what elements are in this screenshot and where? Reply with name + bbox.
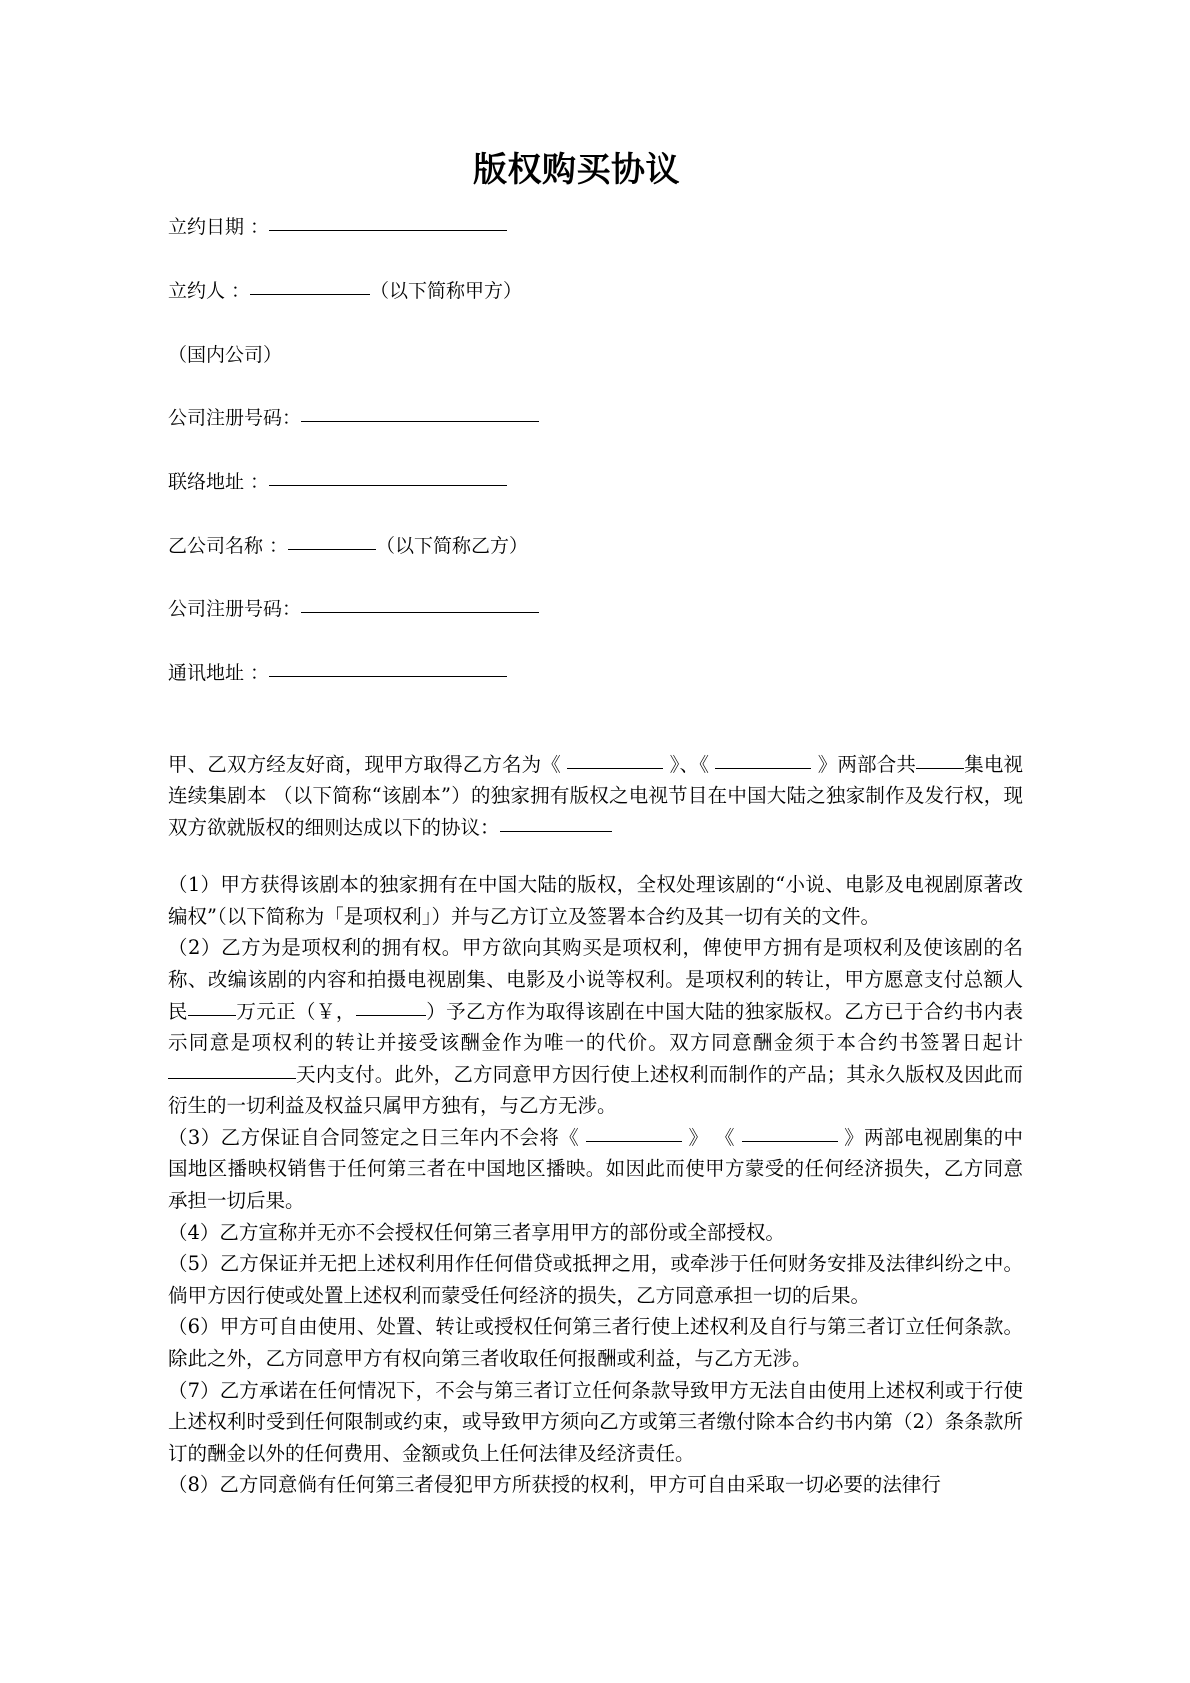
clause-text: 甲方可自由使用、处置、转让或授权任何第三者行使上述权利及自行与第三者订立任何条款。除此之外，乙方同意甲方有权向第三者收取任何报酬或利益，与乙方无涉。 bbox=[168, 1315, 1023, 1370]
clause-text-c: ）予乙方作为取得该剧在中国大陆的独家版权。乙方已于合约书内表示同意是项权利的转让并接受该酬金作为唯一的代价。双方同意酬金须于本合约书签署日起计 bbox=[168, 999, 1023, 1055]
party-information-form bbox=[168, 215, 1023, 686]
intro-text-part2: 》、《 bbox=[663, 752, 716, 776]
intro-paragraph bbox=[168, 749, 1023, 844]
field-label: 公司注册号码： bbox=[168, 407, 302, 430]
clause-text: 乙方宣称并无亦不会授权任何第三者享用甲方的部份或全部授权。 bbox=[219, 1220, 785, 1244]
clause-text: 甲方获得该剧本的独家拥有在中国大陆的版权，全权处理该剧的“小说、电影及电视剧原著改编权”（以下简称为「是项权利」）并与乙方订立及签署本合约及其一切有关的文件。 bbox=[168, 873, 1023, 928]
field-blank-line[interactable] bbox=[301, 612, 539, 613]
clause-2 bbox=[168, 932, 1023, 1121]
clause-number: （8） bbox=[168, 1473, 220, 1497]
field-blank-line[interactable] bbox=[250, 294, 370, 295]
field-label: 立约人 ： bbox=[168, 280, 251, 303]
clause-1 bbox=[168, 869, 1023, 932]
clause-number: （2） bbox=[168, 936, 222, 960]
field-party-b-company-name bbox=[168, 534, 1023, 560]
clause-number: （3） bbox=[168, 1125, 221, 1149]
clause-text: 乙方保证并无把上述权利用作任何借贷或抵押之用，或牵涉于任何财务安排及法律纠纷之中。倘甲方因行使或处置上述权利而蒙受任何经济的损失，乙方同意承担一切的后果。 bbox=[168, 1252, 1023, 1307]
clause-5 bbox=[168, 1248, 1023, 1311]
clause-number: （5） bbox=[168, 1252, 220, 1276]
field-label: 公司注册号码： bbox=[168, 598, 302, 621]
agreement-body bbox=[168, 749, 1023, 1501]
clause-number: （7） bbox=[168, 1378, 220, 1402]
field-party-a-contact-address bbox=[168, 470, 1023, 496]
clause-text: 乙方同意倘有任何第三者侵犯甲方所获授的权利，甲方可自由采取一切必要的法律行 bbox=[219, 1473, 941, 1497]
field-suffix: （以下简称甲方） bbox=[370, 280, 523, 303]
intro-blank-trailing[interactable] bbox=[500, 831, 612, 832]
page-content-area bbox=[168, 0, 1023, 1501]
clause-7 bbox=[168, 1375, 1023, 1470]
intro-text-part1: 甲、乙双方经友好商，现甲方取得乙方名为《 bbox=[168, 752, 568, 776]
field-party-b-reg-number bbox=[168, 597, 1023, 623]
intro-blank-episode-count[interactable] bbox=[916, 768, 964, 769]
clause3-blank-work-1[interactable] bbox=[586, 1141, 682, 1142]
clause-text: 乙方承诺在任何情况下，不会与第三者订立任何条款导致甲方无法自由使用上述权利或于行使上述权利时受到任何限制或约束，或导致甲方须向乙方或第三者缴付除本合约书内第（2）条条款所订的酬金以外的任何费用、金额或负上任何法律及经济责任。 bbox=[168, 1378, 1023, 1465]
field-blank-line[interactable] bbox=[301, 421, 539, 422]
field-blank-line[interactable] bbox=[269, 676, 507, 677]
clause-text-a: 乙方为是项权利的拥有权。甲方欲向其购买是项权利，俾使甲方拥有是项权利及使该剧的名称、改编该剧的内容和拍摄电视剧集、电影及小说等权利。是项权利的转让，甲方愿意支付总额人民 bbox=[168, 936, 1023, 1023]
clause3-blank-work-2[interactable] bbox=[742, 1141, 838, 1142]
clause2-blank-amount-wan[interactable] bbox=[188, 1015, 236, 1016]
field-party-a-reg-number bbox=[168, 406, 1023, 432]
field-domestic-company-note: （国内公司） bbox=[168, 343, 283, 366]
field-blank-line[interactable] bbox=[269, 485, 507, 486]
field-contract-date bbox=[168, 215, 1023, 241]
clause-number: （4） bbox=[168, 1220, 220, 1244]
intro-blank-work-1[interactable] bbox=[567, 768, 663, 769]
field-label: 通讯地址 ： bbox=[168, 661, 270, 684]
clause-text-b: 》 《 bbox=[681, 1125, 742, 1149]
clause-number: （1） bbox=[168, 873, 221, 897]
clause-6 bbox=[168, 1311, 1023, 1374]
intro-text-part4: 集电视连续集剧本 （以下简称“该剧本”）的独家拥有版权之电视节目在中国大陆之独家制作及发行权，现双方欲就版权的细则达成以下的协议： bbox=[168, 752, 1023, 839]
clause-text-a: 乙方保证自合同签定之日三年内不会将《 bbox=[220, 1125, 586, 1149]
clause-4 bbox=[168, 1217, 1023, 1249]
clause-text-d: 天内支付。此外，乙方同意甲方因行使上述权利而制作的产品；其永久版权及因此而衍生的一切利益及权益只属甲方独有，与乙方无涉。 bbox=[168, 1062, 1023, 1118]
field-party-a-name bbox=[168, 279, 1023, 305]
intro-text-part3: 》两部合共 bbox=[811, 752, 917, 776]
clause2-blank-amount-figure[interactable] bbox=[356, 1015, 426, 1016]
clause-text-c: 》两部电视剧集的中国地区播映权销售于任何第三者在中国地区播映。如因此而使甲方蒙受的任何经济损失，乙方同意承担一切后果。 bbox=[168, 1125, 1023, 1213]
field-blank-line[interactable] bbox=[288, 549, 376, 550]
field-suffix: （以下简称乙方） bbox=[376, 534, 529, 557]
clause2-blank-payment-days[interactable] bbox=[168, 1078, 296, 1079]
clause-text-b: 万元正（￥， bbox=[235, 999, 356, 1023]
intro-blank-work-2[interactable] bbox=[715, 768, 811, 769]
page-title: 版权购买协议 bbox=[473, 150, 680, 190]
clause-8 bbox=[168, 1469, 1023, 1501]
field-label: 立约日期 ： bbox=[168, 216, 270, 239]
field-party-b-mailing-address bbox=[168, 661, 1023, 687]
field-label: 乙公司名称 ： bbox=[168, 534, 289, 557]
field-blank-line[interactable] bbox=[269, 230, 507, 231]
clause-3 bbox=[168, 1122, 1023, 1217]
field-label: 联络地址 ： bbox=[168, 470, 270, 493]
clause-number: （6） bbox=[168, 1315, 220, 1339]
